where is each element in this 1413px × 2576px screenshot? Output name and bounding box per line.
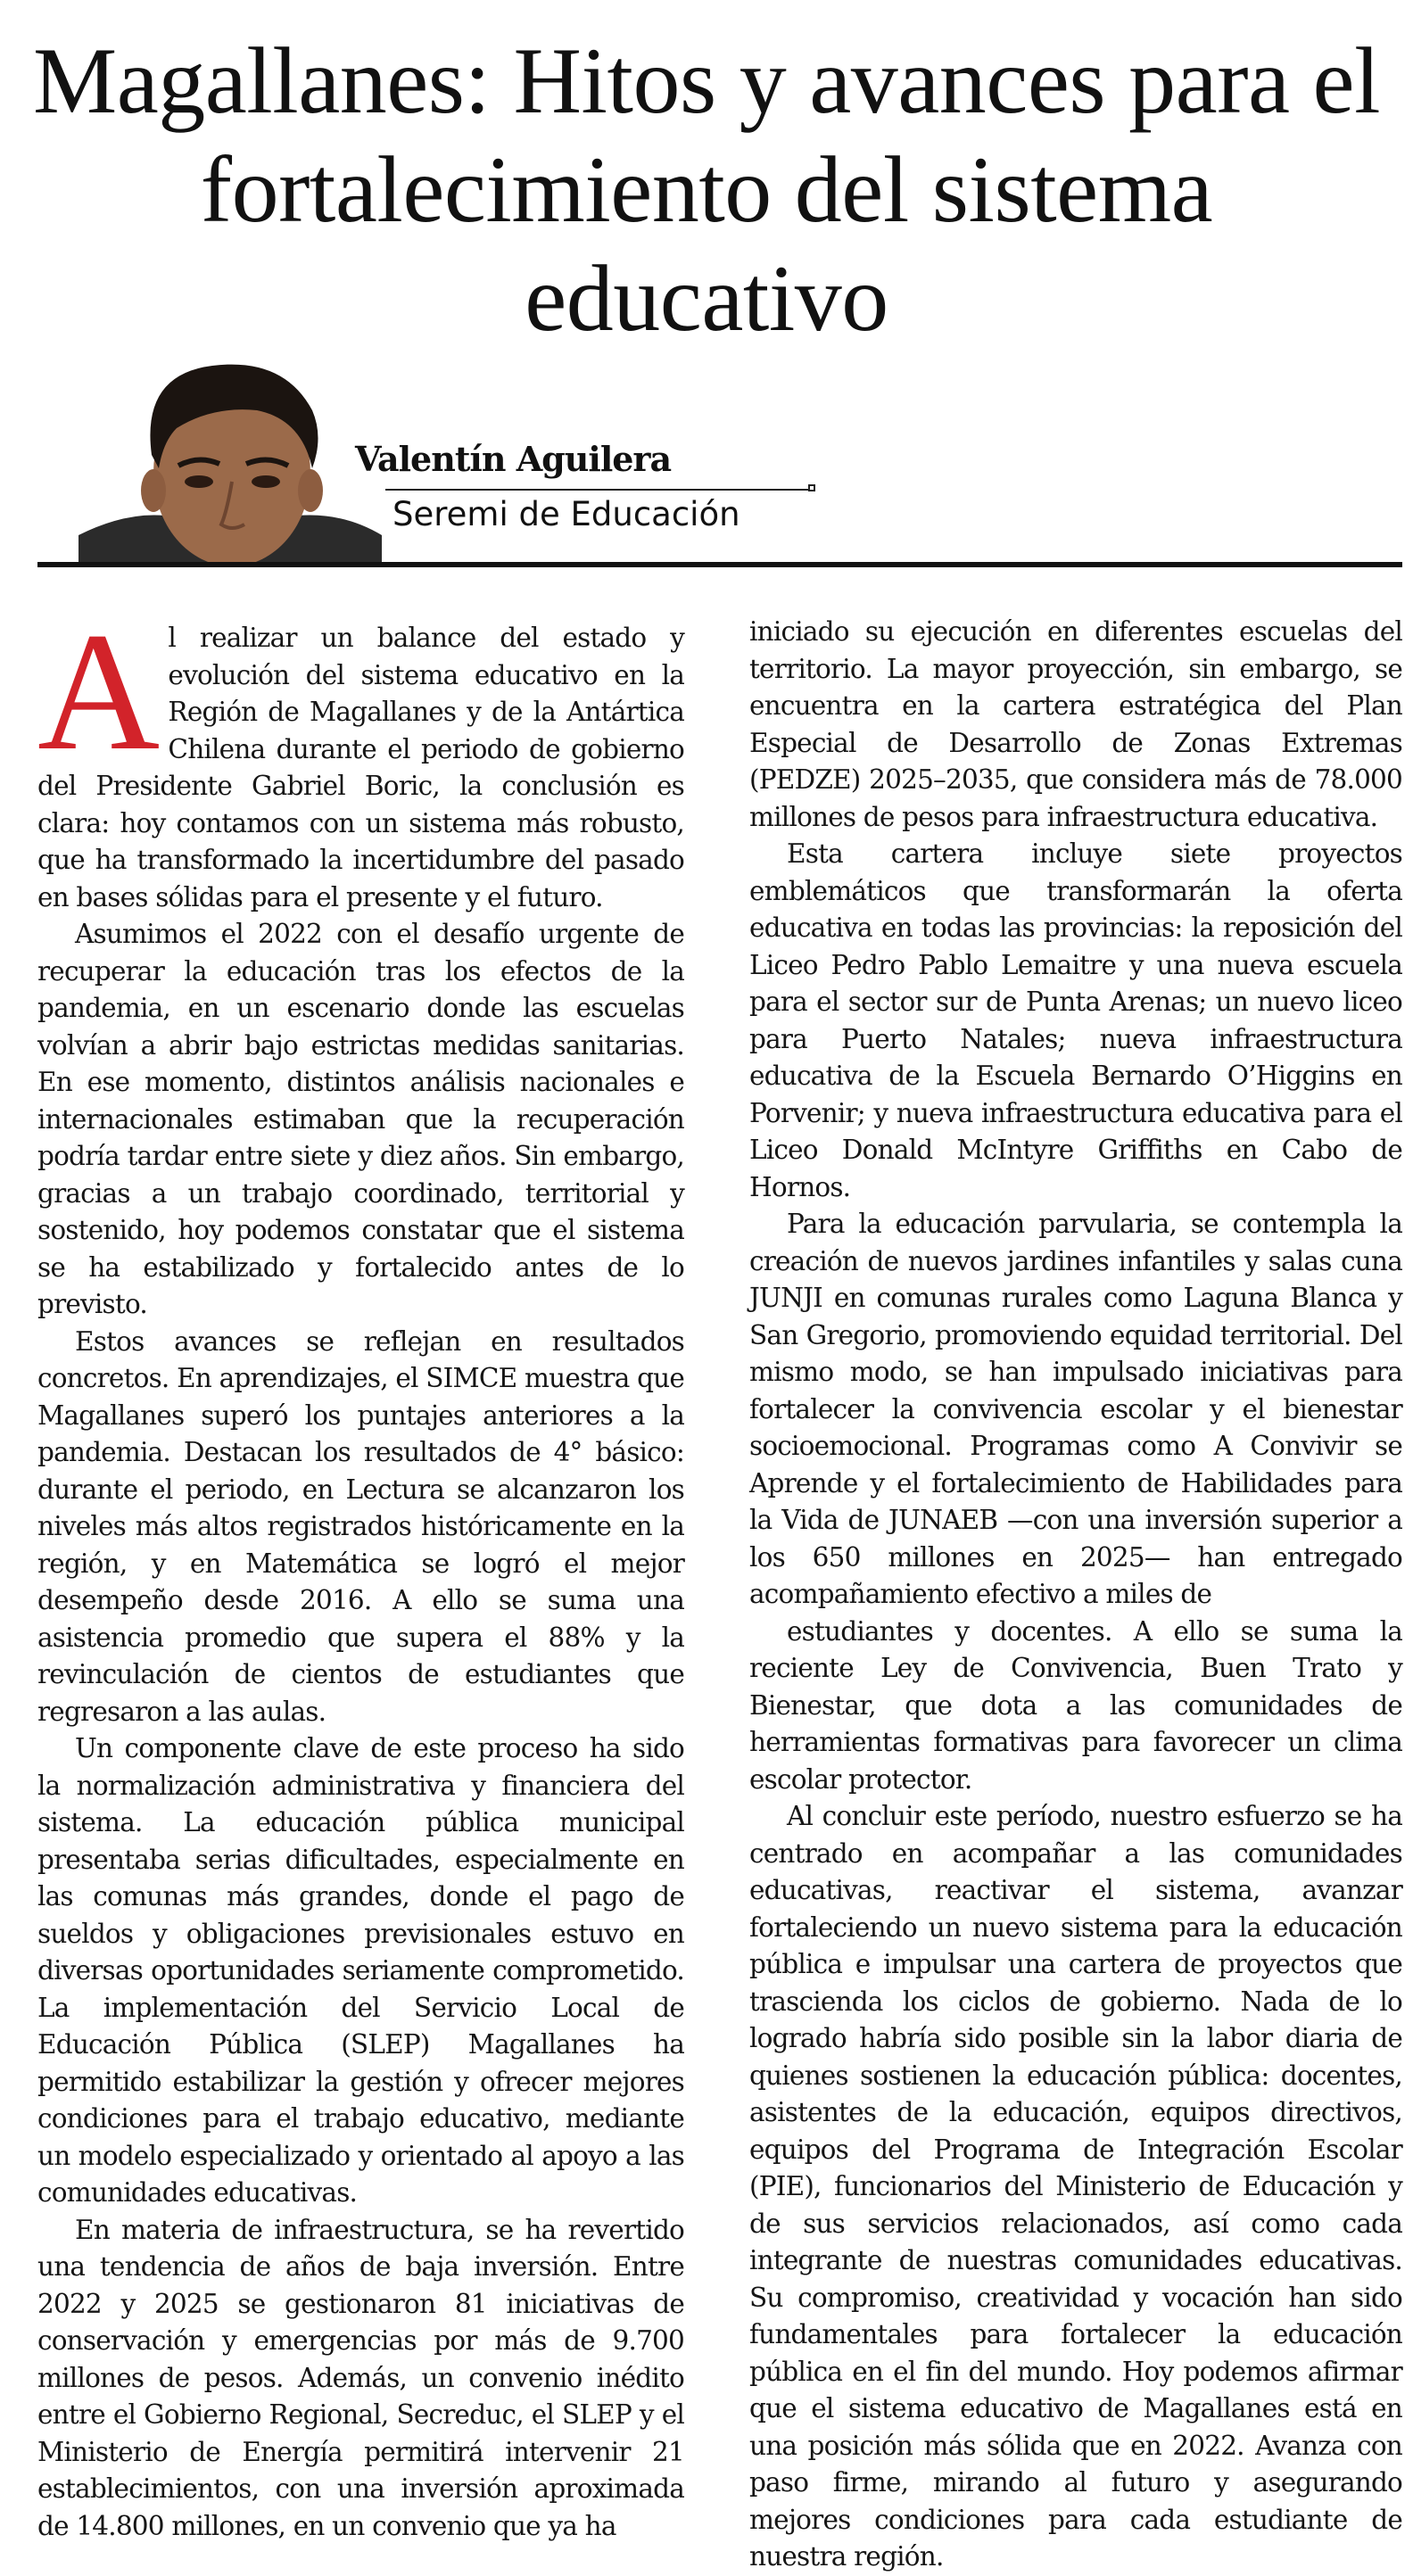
article-paragraph: Asumimos el 2022 con el desafío urgente de recuperar la educación tras los efectos de la pandemia, en un escenario donde las escuelas volvían a abrir bajo estrictas medidas sanitarias. En ese momento, distintos análisis nacionales e internacionales estimaban que la recuperación podría tardar entre siete y diez años. Sin embargo, gracias a un trabajo coordinado, territorial y sostenido, hoy podemos constatar que el sistema se ha estabilizado y fortalecido antes de lo previsto. [37,919,684,1319]
drop-cap: A [37,599,160,786]
article-paragraph: Esta cartera incluye siete proyectos emblemáticos que transformarán la oferta educativa en todas las provincias: la reposición del Liceo Pedro Pablo Lemaitre y una nueva escuela para el sector sur de Punta Arenas; un nuevo liceo para Puerto Natales; nueva infraestructura educativa de la Escuela Bernardo O’Higgins en Porvenir; y nueva infraestructura educativa para el Liceo Donald McIntyre Griffiths en Cabo de Hornos. [749,838,1402,1202]
author-role: Seremi de Educación [392,495,740,533]
article-paragraph: iniciado su ejecución en diferentes escuelas del territorio. La mayor proyección, sin embargo, se encuentra en la cartera estratégica del Plan Especial de Desarrollo de Zonas Extremas (PEDZE) 2025–2035, que considera más de 78.000 millones de pesos para infraestructura educativa. [749,616,1402,832]
article-paragraph: Al concluir este período, nuestro esfuerzo se ha centrado en acompañar a las comunidades educativas, reactivar el sistema, avanzar fortaleciendo un nuevo sistema para la educación pública e impulsar una cartera de proyectos que trascienda los ciclos de gobierno. Nada de lo logrado habría sido posible sin la labor diaria de quienes sostienen la educación pública: docentes, asistentes de la educación, equipos directivos, equipos del Programa de Integración Escolar (PIE), funcionarios del Ministerio de Educación y de sus servicios relacionados, así como cada integrante de nuestras comunidades educativas. Su compromiso, creatividad y vocación han sido fundamentales para fortalecer la educación pública en el fin del mundo. Hoy podemos afirmar que el sistema educativo de Magallanes está en una posición más sólida que en 2022. Avanza con paso firme, mirando al futuro y asegurando mejores condiciones para cada estudiante de nuestra región. [749,1801,1402,2572]
author-divider [385,489,812,491]
article-column-right [749,614,1402,2576]
author-portrait [78,357,382,564]
article-paragraph: Estos avances se reflejan en resultados concretos. En aprendizajes, el SIMCE muestra que Magallanes superó los puntajes anteriores a la pandemia. Destacan los resultados de 4° básico: durante el periodo, en Lectura se alcanzaron los niveles más altos registrados históricamente en la región, y en Matemática se logró el mejor desempeño desde 2016. A ello se suma una asistencia promedio que supera el 88% y la revinculación de cientos de estudiantes que regresaron a las aulas. [37,1325,685,1727]
article-column-left [37,599,685,2545]
paragraph-text: l realizar un balance del estado y evolución del sistema educativo en la Región de Magallanes y de la Antártica Chilena durante el periodo de gobierno del Presidente Gabriel Boric, la conclusión es clara: hoy contamos con un sistema más robusto, que ha transformado la incertidumbre del pasado en bases sólidas para el presente y el futuro. [37,623,684,912]
author-photo-image [78,357,382,564]
author-name: Valentín Aguilera [355,439,672,479]
article-paragraph: En materia de infraestructura, se ha revertido una tendencia de años de baja inversión. Entre 2022 y 2025 se gestionaron 81 iniciativas de conservación y emergencias por más de 9.700 millones de pesos. Además, un convenio inédito entre el Gobierno Regional, Secreduc, el SLEP y el Ministerio de Energía permitirá intervenir 21 establecimientos, con una inversión aproximada de 14.800 millones, en un convenio que ya ha [37,2214,684,2541]
author-divider-end-icon [808,484,815,491]
article-paragraph: Para la educación parvularia, se contempla la creación de nuevos jardines infantiles y salas cuna JUNJI en comunas rurales como Laguna Blanca y San Gregorio, promoviendo equidad territorial. Del mismo modo, se han impulsado iniciativas para fortalecer la convivencia escolar y el bienestar socioemocional. Programas como A Convivir se Aprende y el fortalecimiento de Habilidades para la Vida de JUNAEB —con una inversión superior a los 650 millones en 2025— han entregado acompañamiento efectivo a miles de [749,1209,1402,1609]
article-headline: Magallanes: Hitos y avances para el fortalecimiento del sistema educativo [32,29,1381,351]
article-paragraph [37,599,684,916]
article-paragraph: estudiantes y docentes. A ello se suma la reciente Ley de Convivencia, Buen Trato y Bienestar, que dota a las comunidades de herramientas formativas para favorecer un clima escolar protector. [749,1615,1402,1795]
header-divider [37,562,1402,567]
article-paragraph: Un componente clave de este proceso ha sido la normalización administrativa y financiera del sistema. La educación pública municipal presentaba serias dificultades, especialmente en las comunas más grandes, donde el pago de sueldos y obligaciones previsionales estuvo en diversas oportunidades seriamente comprometido. La implementación del Servicio Local de Educación Pública (SLEP) Magallanes ha permitido estabilizar la gestión y ofrecer mejores condiciones para el trabajo educativo, mediante un modelo especializado y orientado al apoyo a las comunidades educativas. [37,1733,684,2208]
